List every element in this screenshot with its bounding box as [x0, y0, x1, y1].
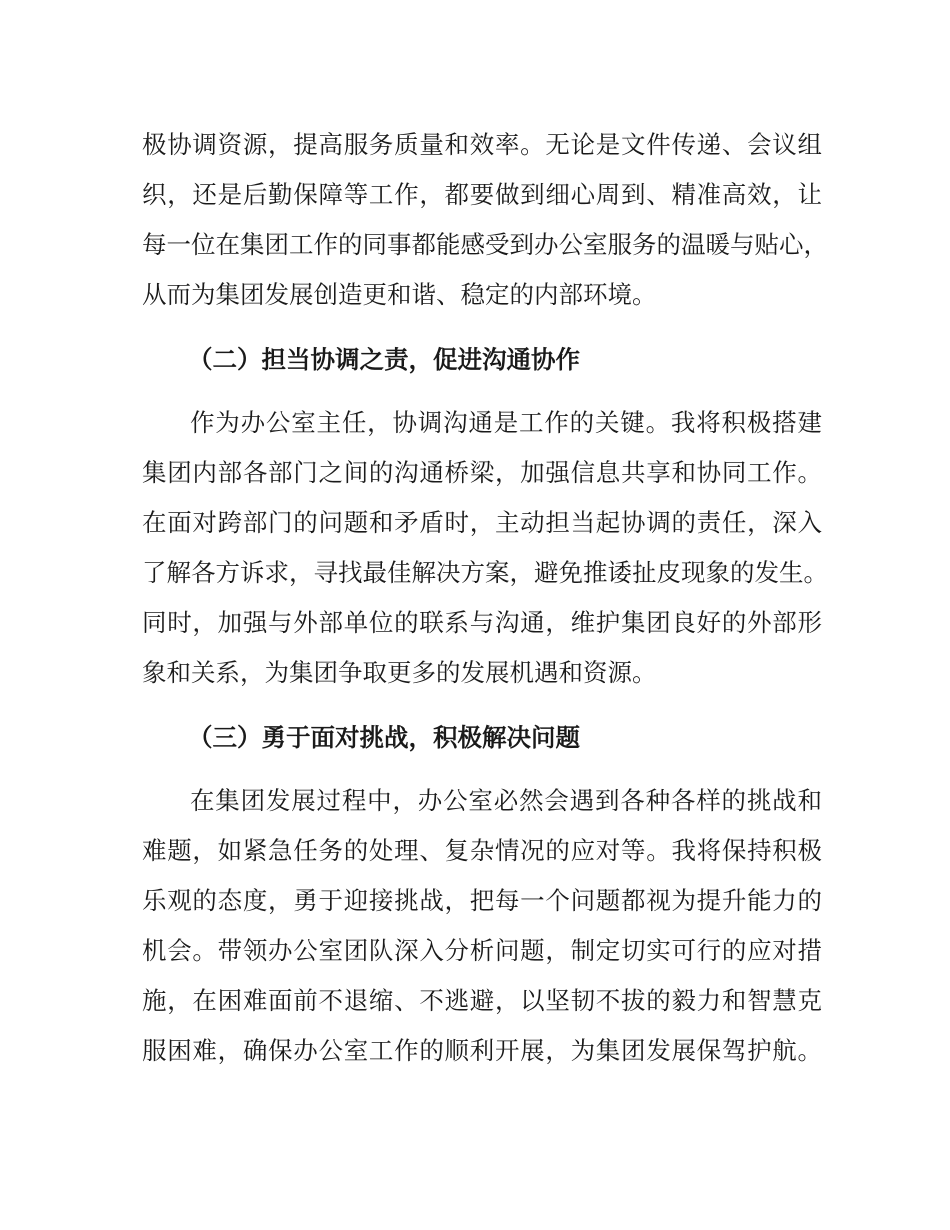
- paragraph-line: 在面对跨部门的问题和矛盾时，主动担当起协调的责任，深入: [142, 508, 822, 537]
- paragraph-line: 施，在困难面前不退缩、不逃避，以坚韧不拔的毅力和智慧克: [142, 986, 822, 1015]
- paragraph-line: 同时，加强与外部单位的联系与沟通，维护集团良好的外部形: [142, 608, 822, 637]
- paragraph-line: 从而为集团发展创造更和谐、稳定的内部环境。: [142, 280, 657, 309]
- paragraph-line: 乐观的态度，勇于迎接挑战，把每一个问题都视为提升能力的: [142, 886, 822, 915]
- paragraph-line: 作为办公室主任，协调沟通是工作的关键。我将积极搭建: [190, 408, 822, 437]
- paragraph-line: 了解各方诉求，寻找最佳解决方案，避免推诿扯皮现象的发生。: [142, 558, 828, 587]
- section-heading-3: （三）勇于面对挑战，积极解决问题: [188, 723, 580, 752]
- paragraph-line: 服困难，确保办公室工作的顺利开展，为集团发展保驾护航。: [142, 1036, 822, 1065]
- section-heading-2: （二）担当协调之责，促进沟通协作: [188, 345, 580, 374]
- paragraph-line: 织，还是后勤保障等工作，都要做到细心周到、精准高效，让: [142, 180, 822, 209]
- paragraph-line: 难题，如紧急任务的处理、复杂情况的应对等。我将保持积极: [142, 836, 822, 865]
- paragraph-line: 象和关系，为集团争取更多的发展机遇和资源。: [142, 658, 657, 687]
- paragraph-line: 机会。带领办公室团队深入分析问题，制定切实可行的应对措: [142, 936, 822, 965]
- paragraph-line: 在集团发展过程中，办公室必然会遇到各种各样的挑战和: [190, 786, 822, 815]
- paragraph-line: 每一位在集团工作的同事都能感受到办公室服务的温暖与贴心，: [142, 230, 828, 259]
- paragraph-line: 极协调资源，提高服务质量和效率。无论是文件传递、会议组: [142, 130, 822, 159]
- paragraph-line: 集团内部各部门之间的沟通桥梁，加强信息共享和协同工作。: [142, 458, 822, 487]
